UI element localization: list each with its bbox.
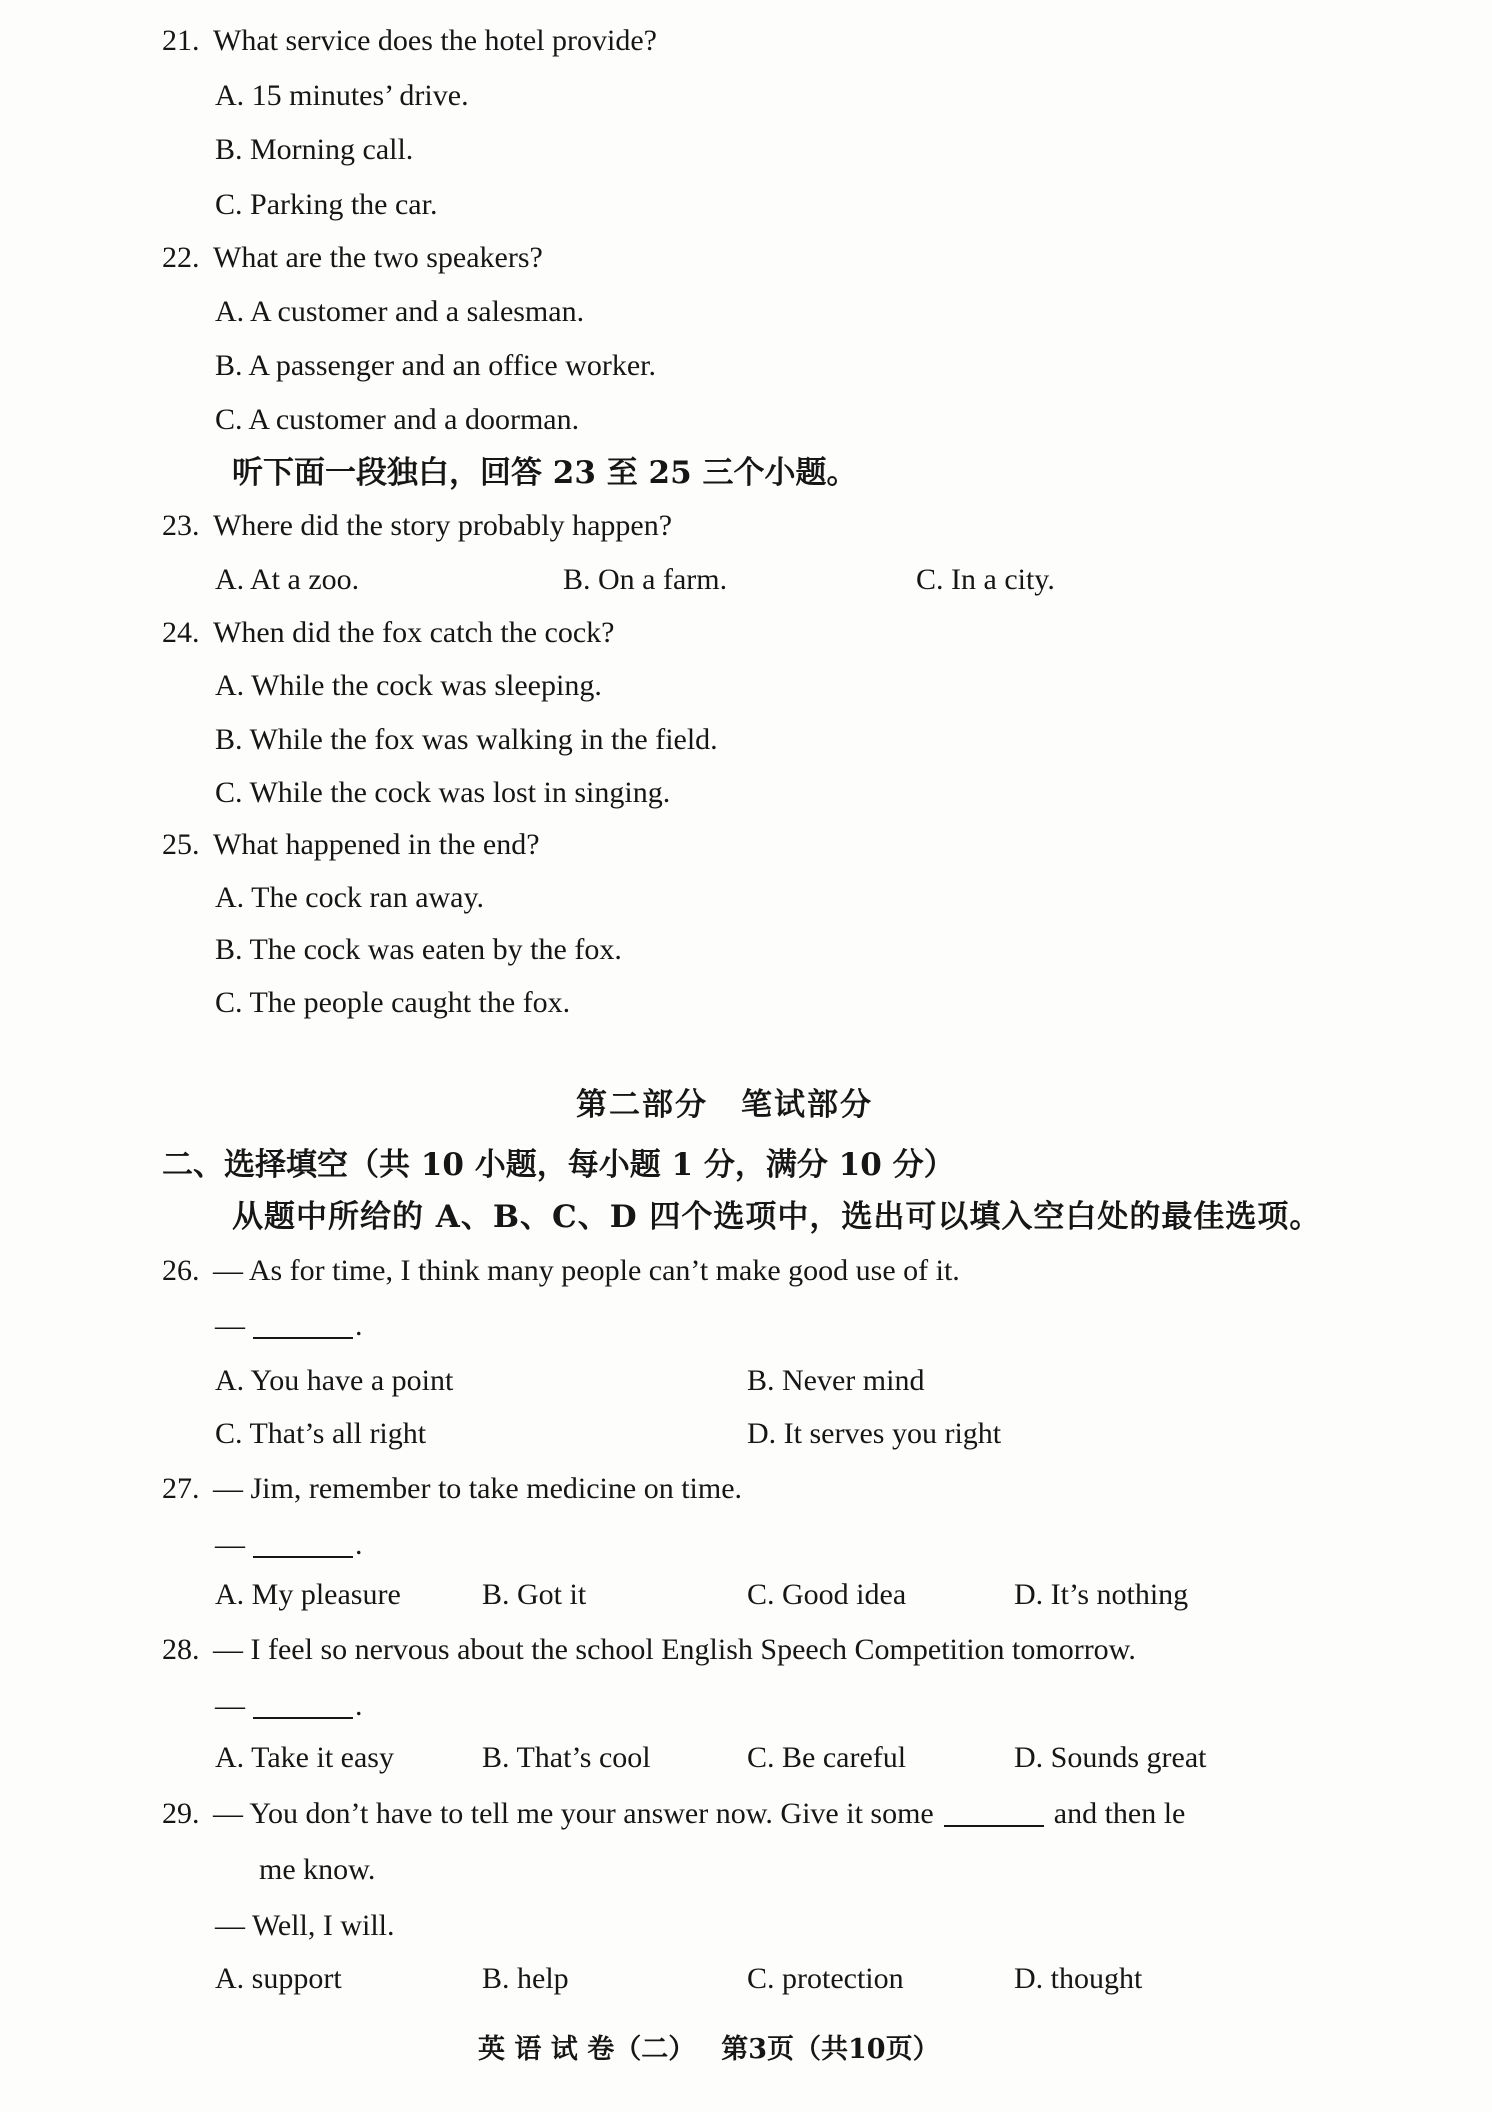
option-22-b: B. A passenger and an office worker. [215, 349, 656, 382]
option-27-a: A. My pleasure [215, 1578, 401, 1611]
question-29-reply: — Well, I will. [215, 1909, 395, 1942]
option-29-a: A. support [215, 1962, 342, 1995]
question-number: 29. [162, 1797, 200, 1830]
option-29-b: B. help [482, 1962, 569, 1995]
option-26-b: B. Never mind [747, 1364, 925, 1397]
question-number: 23. [162, 509, 200, 542]
option-27-c: C. Good idea [747, 1578, 907, 1611]
option-22-a: A. A customer and a salesman. [215, 295, 585, 328]
question-29-continued: me know. [259, 1853, 376, 1886]
option-22-c: C. A customer and a doorman. [215, 403, 580, 436]
footer-page-info: 第3页（共10页） [721, 2034, 940, 2065]
option-27-d: D. It’s nothing [1014, 1578, 1189, 1611]
question-25 [162, 825, 540, 865]
answer-blank [253, 1689, 353, 1719]
question-text: Where did the story probably happen? [213, 509, 673, 542]
option-28-c: C. Be careful [747, 1741, 907, 1774]
option-28-b: B. That’s cool [482, 1741, 651, 1774]
option-23-b: B. On a farm. [563, 563, 728, 596]
question-number: 22. [162, 241, 200, 274]
option-24-c: C. While the cock was lost in singing. [215, 776, 671, 809]
option-23-a: A. At a zoo. [215, 563, 360, 596]
answer-blank [944, 1797, 1044, 1827]
question-27 [162, 1469, 742, 1509]
response-period: . [355, 1689, 363, 1722]
response-line-28 [215, 1686, 363, 1726]
section-heading: 二、选择填空（共 10 小题，每小题 1 分，满分 10 分） [162, 1147, 955, 1183]
monologue-instruction: 听下面一段独白，回答 23 至 25 三个小题。 [232, 455, 858, 491]
section-instruction: 从题中所给的 A、B、C、D 四个选项中，选出可以填入空白处的最佳选项。 [232, 1199, 1322, 1235]
question-number: 26. [162, 1254, 200, 1287]
option-26-a: A. You have a point [215, 1364, 454, 1397]
question-24 [162, 613, 614, 653]
answer-blank [253, 1528, 353, 1558]
question-text: When did the fox catch the cock? [213, 616, 615, 649]
option-29-d: D. thought [1014, 1962, 1143, 1995]
question-28 [162, 1630, 1136, 1670]
question-text: What happened in the end? [213, 828, 540, 861]
question-number: 28. [162, 1633, 200, 1666]
option-26-d: D. It serves you right [747, 1417, 1002, 1450]
option-21-a: A. 15 minutes’ drive. [215, 79, 469, 112]
option-28-d: D. Sounds great [1014, 1741, 1207, 1774]
option-29-c: C. protection [747, 1962, 904, 1995]
option-25-a: A. The cock ran away. [215, 881, 485, 914]
question-number: 25. [162, 828, 200, 861]
footer-paper-title: 英 语 试 卷（二） [478, 2034, 696, 2065]
question-prompt-end: and then le [1053, 1797, 1186, 1830]
response-line-26 [215, 1306, 363, 1346]
option-25-b: B. The cock was eaten by the fox. [215, 933, 622, 966]
option-21-c: C. Parking the car. [215, 188, 438, 221]
question-number: 24. [162, 616, 200, 649]
option-24-a: A. While the cock was sleeping. [215, 669, 602, 702]
response-period: . [355, 1528, 363, 1561]
option-28-a: A. Take it easy [215, 1741, 394, 1774]
question-prompt: — As for time, I think many people can’t make good use of it. [213, 1254, 960, 1287]
option-24-b: B. While the fox was walking in the field. [215, 723, 718, 756]
question-23 [162, 506, 672, 546]
question-text: What are the two speakers? [213, 241, 543, 274]
question-29 [162, 1794, 1185, 1834]
question-prompt-start: — You don’t have to tell me your answer now. Give it some [213, 1797, 934, 1830]
response-dash: — [215, 1309, 245, 1342]
question-22 [162, 238, 543, 278]
question-number: 27. [162, 1472, 200, 1505]
response-dash: — [215, 1689, 245, 1722]
option-25-c: C. The people caught the fox. [215, 986, 571, 1019]
answer-blank [253, 1309, 353, 1339]
question-21 [162, 21, 657, 61]
question-number: 21. [162, 24, 200, 57]
question-prompt: — Jim, remember to take medicine on time. [213, 1472, 743, 1505]
page-footer [478, 2030, 940, 2070]
option-26-c: C. That’s all right [215, 1417, 427, 1450]
response-line-27 [215, 1525, 363, 1565]
part-title: 第二部分 笔试部分 [576, 1087, 873, 1123]
question-prompt: — I feel so nervous about the school English Speech Competition tomorrow. [213, 1633, 1136, 1666]
option-21-b: B. Morning call. [215, 133, 414, 166]
option-27-b: B. Got it [482, 1578, 587, 1611]
option-23-c: C. In a city. [916, 563, 1055, 596]
question-text: What service does the hotel provide? [213, 24, 657, 57]
question-26 [162, 1251, 960, 1291]
response-period: . [355, 1309, 363, 1342]
response-dash: — [215, 1528, 245, 1561]
